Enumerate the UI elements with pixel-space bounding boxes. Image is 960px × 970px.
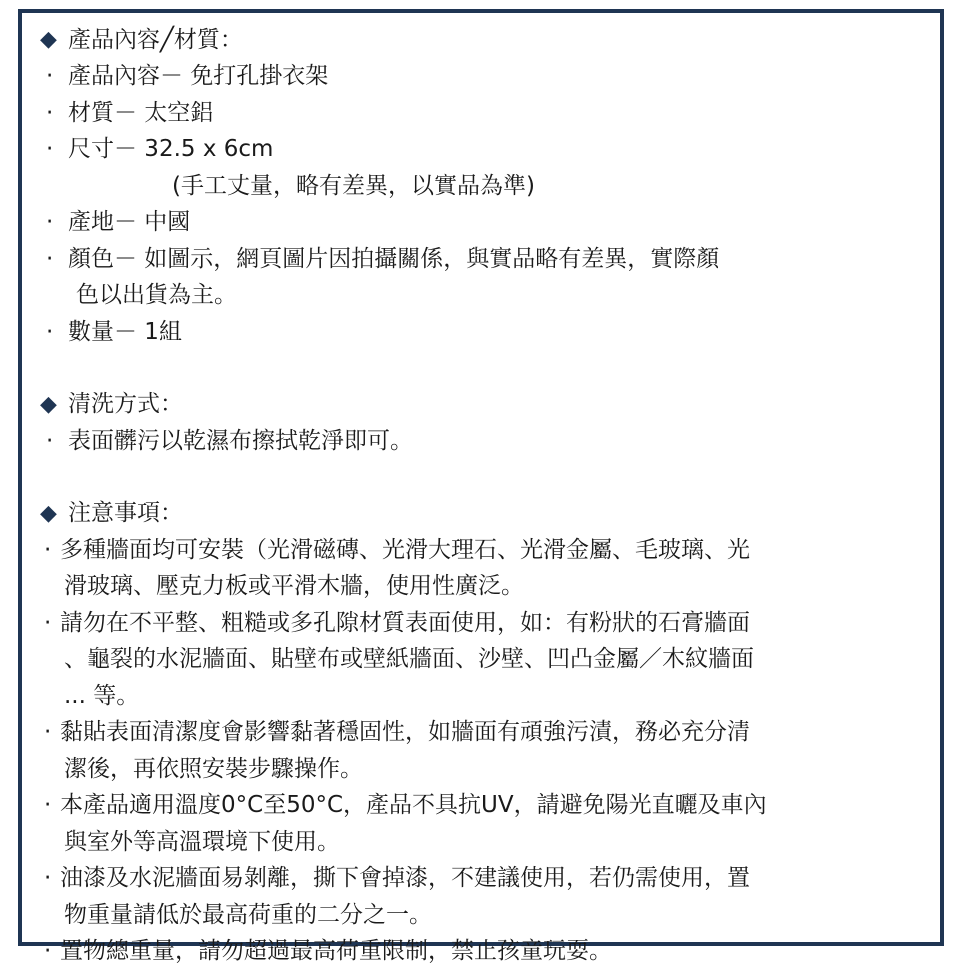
section-heading: [40, 387, 910, 424]
item-text: 顏色－ 如圖示，網頁圖片因拍攝關係，與實品略有差異，實際顏: [68, 246, 719, 273]
section-title: 產品內容╱材質：: [68, 27, 243, 54]
list-item: [40, 95, 910, 132]
bullet-icon: ·: [40, 100, 68, 127]
item-text: 材質－ 太空鋁: [68, 100, 213, 127]
bullet-icon: ·: [40, 719, 60, 746]
list-item-continuation: [40, 751, 910, 788]
list-item-continuation: [40, 897, 910, 934]
list-item-continuation: [40, 168, 910, 205]
list-item: [40, 59, 910, 96]
section-spacer: [40, 351, 910, 387]
item-text: 與室外等高溫環境下使用。: [64, 829, 340, 856]
list-item: [40, 861, 910, 898]
list-item: [40, 934, 910, 970]
list-item: [40, 314, 910, 351]
item-text: 置物總重量，請勿超過最高荷重限制，禁止孩童玩耍。: [60, 938, 612, 965]
bullet-icon: ·: [40, 246, 68, 273]
list-item-continuation: [40, 642, 910, 679]
item-text: 色以出貨為主。: [76, 282, 237, 309]
bullet-icon: ·: [40, 428, 68, 455]
list-item-continuation: [40, 569, 910, 606]
item-text: ... 等。: [64, 683, 139, 710]
list-item-continuation: [40, 824, 910, 861]
section-title: 注意事項：: [68, 500, 183, 527]
bullet-icon: ·: [40, 209, 68, 236]
item-text: 物重量請低於最高荷重的二分之一。: [64, 902, 432, 929]
section-spacer: [40, 460, 910, 496]
list-item: [40, 532, 910, 569]
diamond-icon: ◆: [40, 392, 68, 418]
bullet-icon: ·: [40, 136, 68, 163]
product-info-document: [40, 22, 910, 970]
item-text: 產地－ 中國: [68, 209, 190, 236]
item-text: (手工丈量，略有差異，以實品為準): [172, 173, 535, 200]
section-heading: [40, 496, 910, 533]
bullet-icon: ·: [40, 63, 68, 90]
section-title: 清洗方式：: [68, 391, 183, 418]
bullet-icon: ·: [40, 610, 60, 637]
list-item: [40, 788, 910, 825]
bullet-icon: ·: [40, 938, 60, 965]
diamond-icon: ◆: [40, 501, 68, 527]
item-text: 油漆及水泥牆面易剝離，撕下會掉漆，不建議使用，若仍需使用，置: [60, 865, 750, 892]
item-text: 潔後，再依照安裝步驟操作。: [64, 756, 363, 783]
item-text: 多種牆面均可安裝（光滑磁磚、光滑大理石、光滑金屬、毛玻璃、光: [60, 537, 750, 564]
list-item: [40, 423, 910, 460]
item-text: 本產品適用溫度0°C至50°C，產品不具抗UV，請避免陽光直曬及車內: [60, 792, 767, 819]
item-text: 尺寸－ 32.5 x 6cm: [68, 136, 273, 163]
item-text: 表面髒污以乾濕布擦拭乾淨即可。: [68, 428, 413, 455]
list-item: [40, 715, 910, 752]
bullet-icon: ·: [40, 537, 60, 564]
list-item: [40, 241, 910, 278]
diamond-icon: ◆: [40, 27, 68, 53]
bullet-icon: ·: [40, 865, 60, 892]
item-text: 數量－ 1組: [68, 319, 182, 346]
bullet-icon: ·: [40, 319, 68, 346]
list-item: [40, 205, 910, 242]
item-text: 黏貼表面清潔度會影響黏著穩固性，如牆面有頑強污漬，務必充分清: [60, 719, 750, 746]
item-text: 滑玻璃、壓克力板或平滑木牆，使用性廣泛。: [64, 573, 524, 600]
bullet-icon: ·: [40, 792, 60, 819]
item-text: 產品內容－ 免打孔掛衣架: [68, 63, 328, 90]
section-heading: [40, 22, 910, 59]
list-item-continuation: [40, 678, 910, 715]
item-text: 請勿在不平整、粗糙或多孔隙材質表面使用，如：有粉狀的石膏牆面: [60, 610, 750, 637]
list-item: [40, 605, 910, 642]
list-item-continuation: [40, 278, 910, 315]
item-text: 、龜裂的水泥牆面、貼壁布或壁紙牆面、沙壁、凹凸金屬／木紋牆面: [64, 646, 754, 673]
list-item: [40, 132, 910, 169]
